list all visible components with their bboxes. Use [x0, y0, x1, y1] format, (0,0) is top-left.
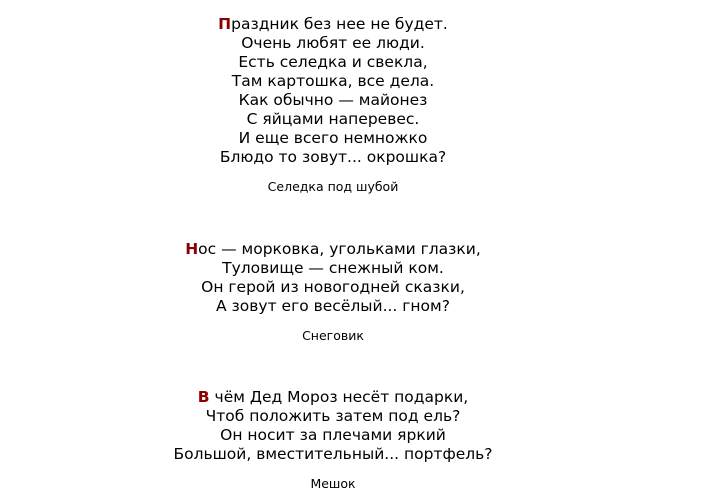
riddle-first-letter: Н [185, 240, 199, 258]
riddle-line: С яйцами наперевес. [246, 110, 420, 128]
riddle-first-line-text: ос — морковка, угольками глазки, [198, 240, 481, 258]
riddle-answer: Мешок [310, 476, 356, 491]
riddle-card [0, 240, 666, 343]
riddle-line: Очень любят ее люди. [241, 34, 425, 52]
riddle-line: Блюдо то зовут... окрошка? [219, 148, 447, 166]
riddle-line: Большой, вместительный... портфель? [173, 445, 493, 463]
riddle-answer: Селедка под шубой [267, 179, 399, 194]
riddle-card [0, 15, 666, 194]
riddle-line: Есть селедка и свекла, [238, 53, 428, 71]
riddle-first-line-text: раздник без нее не будет. [231, 15, 448, 33]
riddle-line: А зовут его весёлый... гном? [216, 297, 450, 315]
riddle-line: Он носит за плечами яркий [220, 426, 446, 444]
riddle-first-letter: П [218, 15, 232, 33]
riddle-first-line-text: чём Дед Мороз несёт подарки, [209, 388, 469, 406]
riddle-answer: Снеговик [302, 328, 364, 343]
riddle-card [0, 388, 666, 491]
riddle-line: Там картошка, все дела. [231, 72, 435, 90]
riddle-line [0, 388, 666, 407]
riddle-line [0, 240, 666, 259]
riddle-first-letter: В [197, 388, 210, 406]
riddle-line [0, 15, 666, 34]
riddle-line: Он герой из новогодней сказки, [201, 278, 465, 296]
riddle-line: Чтоб положить затем под ель? [205, 407, 461, 425]
riddle-line: Как обычно — майонез [238, 91, 428, 109]
riddle-line: И еще всего немножко [238, 129, 428, 147]
riddle-line: Туловище — снежный ком. [222, 259, 444, 277]
